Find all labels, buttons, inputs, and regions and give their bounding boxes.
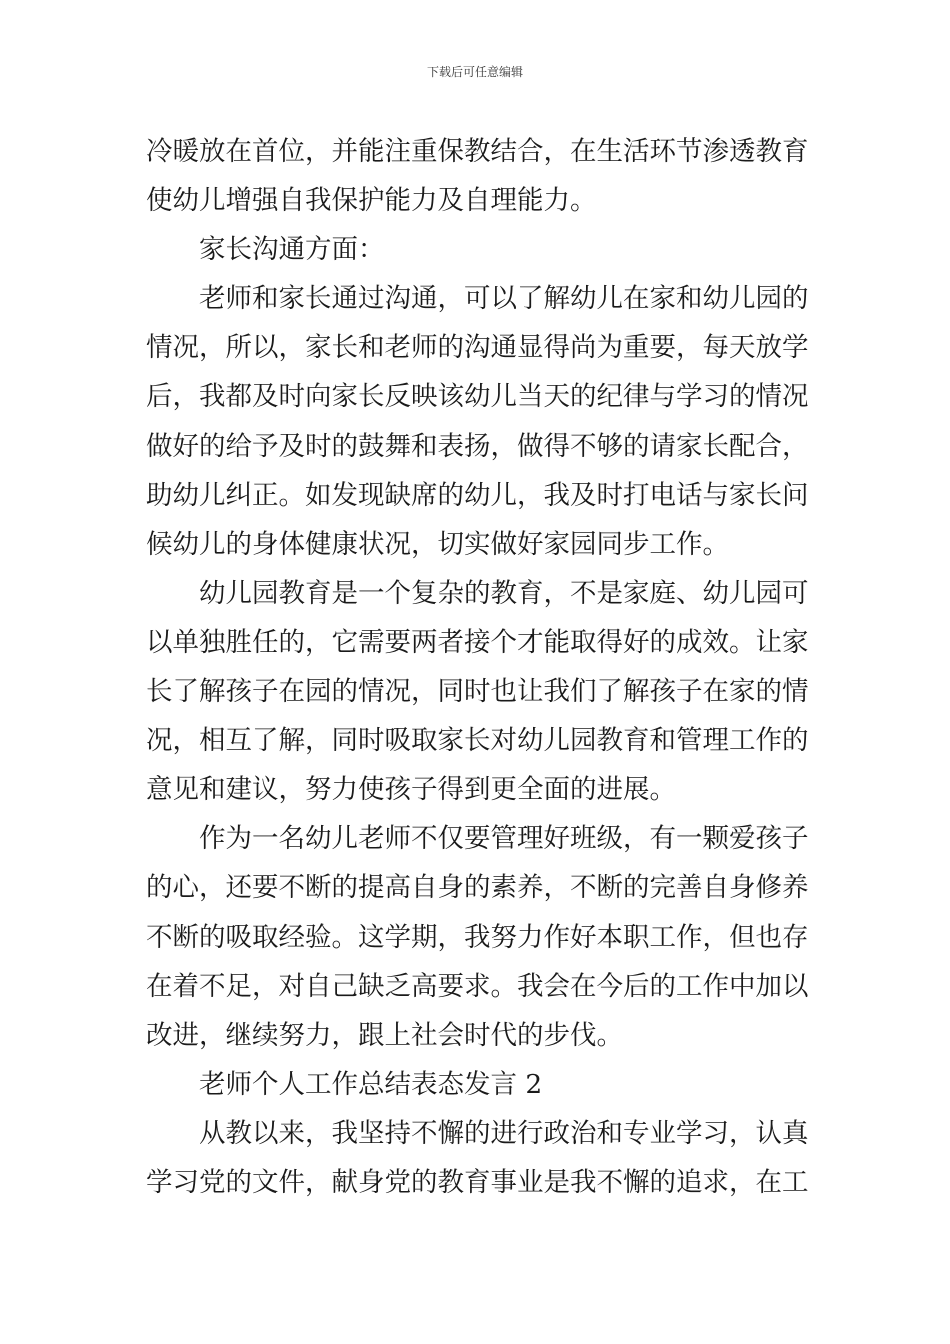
document-body [146,127,809,1207]
text-line: 使幼儿增强自我保护能力及自理能力。 [146,185,597,217]
text-line: 改进，继续努力，跟上社会时代的步伐。 [146,1019,623,1051]
text-line: 不断的吸取经验。这学期，我努力作好本职工作，但也存 [146,921,809,953]
text-line: 从教以来，我坚持不懈的进行政治和专业学习，认真 [199,1117,809,1149]
text-line: 幼儿园教育是一个复杂的教育，不是家庭、幼儿园可 [199,577,809,609]
page-header: 下载后可任意编辑 [426,65,523,79]
text-line: 情况，所以，家长和老师的沟通显得尚为重要，每天放学 [146,332,809,364]
section-heading: 老师个人工作总结表态发言 2 [199,1068,543,1100]
text-line: 以单独胜任的，它需要两者接个才能取得好的成效。让家 [146,626,809,658]
text-line: 况，相互了解，同时吸取家长对幼儿园教育和管理工作的 [146,725,809,757]
text-line: 助幼儿纠正。如发现缺席的幼儿，我及时打电话与家长问 [146,479,809,511]
text-line: 长了解孩子在园的情况，同时也让我们了解孩子在家的情 [146,676,809,708]
text-line: 做好的给予及时的鼓舞和表扬，做得不够的请家长配合， [146,430,809,462]
text-line: 作为一名幼儿老师不仅要管理好班级，有一颗爱孩子 [199,823,809,855]
section-heading: 家长沟通方面： [199,234,385,266]
text-line: 学习党的文件，献身党的教育事业是我不懈的追求，在工 [146,1166,809,1198]
text-line: 意见和建议，努力使孩子得到更全面的进展。 [146,774,676,806]
text-line: 在着不足，对自己缺乏高要求。我会在今后的工作中加以 [146,970,809,1002]
text-line: 候幼儿的身体健康状况，切实做好家园同步工作。 [146,528,729,560]
text-line: 冷暖放在首位，并能注重保教结合，在生活环节渗透教育 [146,136,809,167]
text-line: 老师和家长通过沟通，可以了解幼儿在家和幼儿园的 [199,283,809,315]
text-line: 的心，还要不断的提高自身的素养，不断的完善自身修养 [146,872,809,904]
text-line: 后，我都及时向家长反映该幼儿当天的纪律与学习的情况 [146,381,809,413]
